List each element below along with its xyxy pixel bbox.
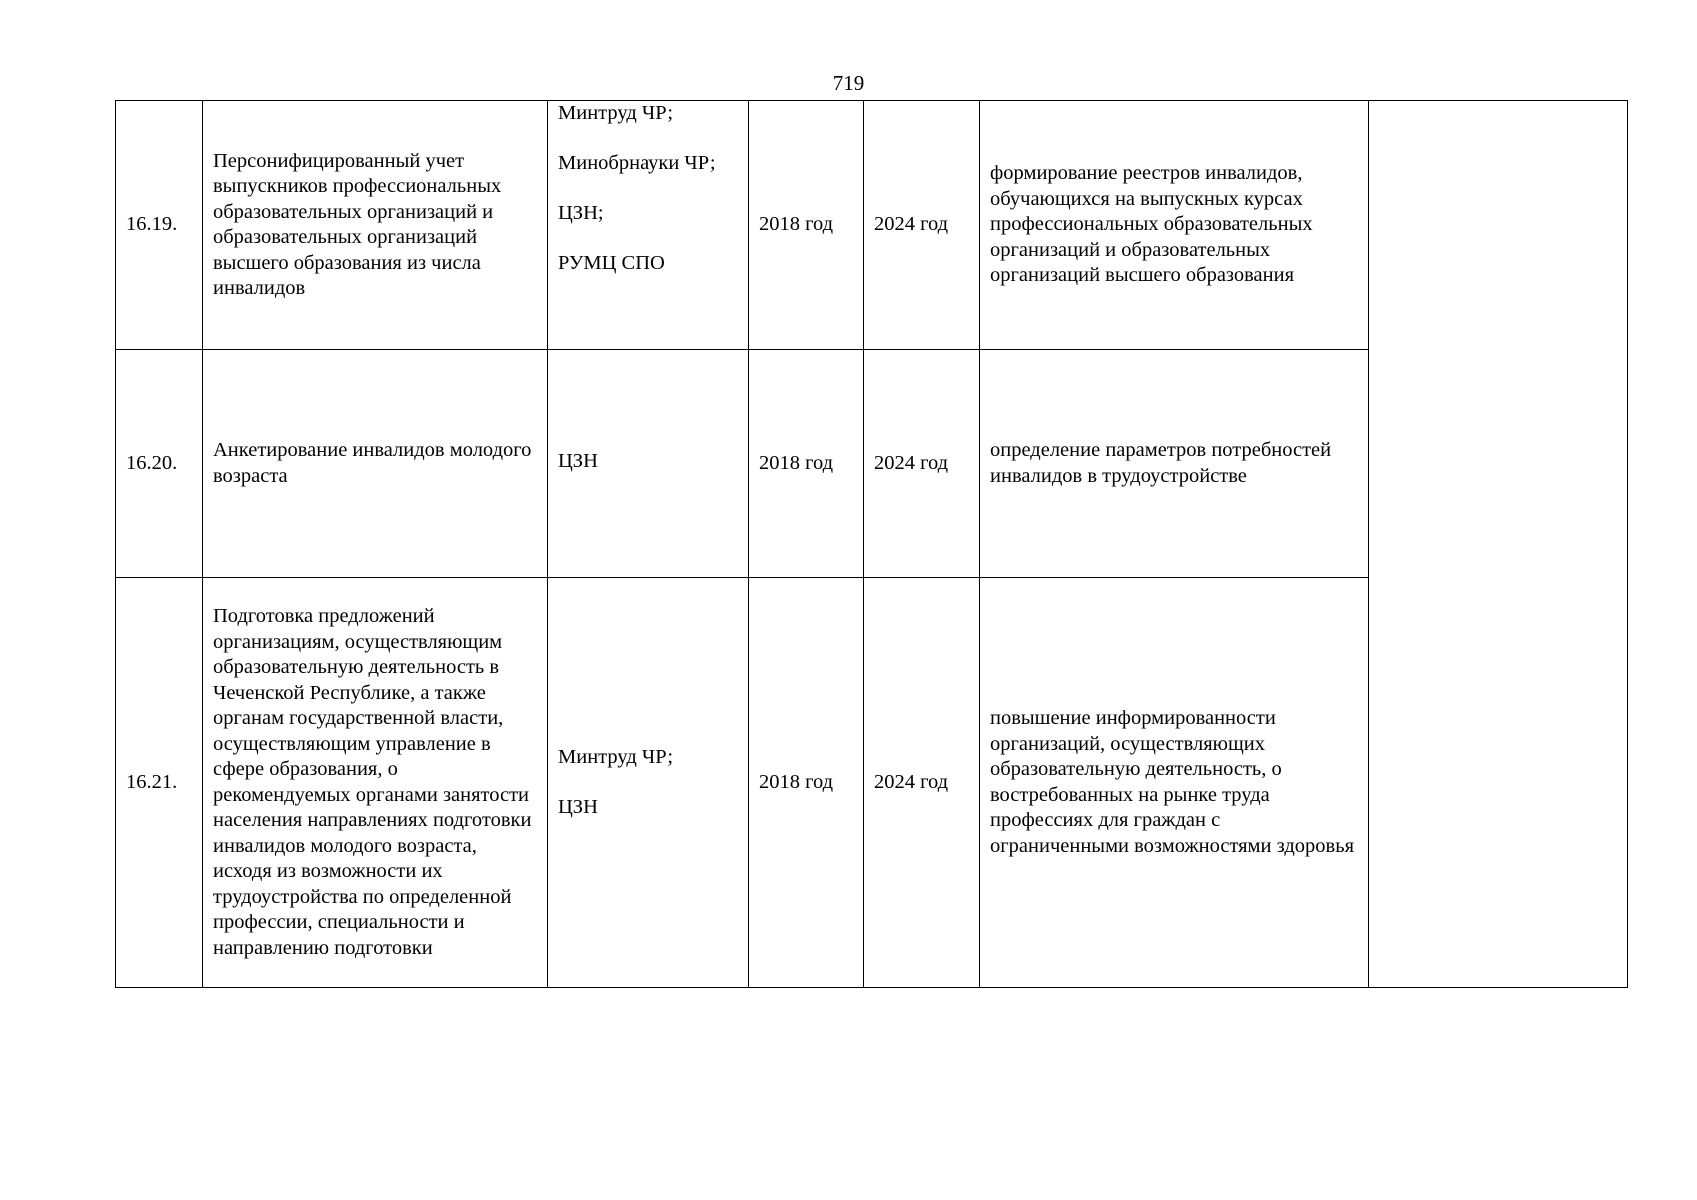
activity-name: Персонифицированный учет выпускников профессиональных образовательных организаций и образовательных организаций высшего образования из числа инвалидов (203, 101, 548, 350)
end-year: 2024 год (864, 350, 980, 578)
expected-result: формирование реестров инвалидов, обучающихся на выпускных курсах профессиональных образовательных организаций и образовательных организаций высшего образования (980, 101, 1369, 350)
end-year: 2024 год (864, 578, 980, 988)
executor: ЦЗН; (558, 202, 604, 224)
row-number: 16.20. (116, 350, 203, 578)
table-row (116, 101, 1628, 350)
start-year: 2018 год (749, 578, 864, 988)
start-year: 2018 год (749, 101, 864, 350)
executors-cell (548, 350, 749, 578)
executors-cell (548, 101, 749, 350)
expected-result: повышение информированности организаций, осуществляющих образовательную деятельность, о востребованных на рынке труда профессиях для граждан с ограниченными возможностями здоровья (980, 578, 1369, 988)
page-number: 719 (832, 71, 865, 95)
activity-name: Подготовка предложений организациям, осуществляющим образовательную деятельность в Чеченской Республике, а также органам государственной власти, осуществляющим управление в сфере образования, о рекомендуемых органами занятости населения направлениях подготовки инвалидов молодого возраста, исходя из возможности их трудоустройства по определенной профессии, специальности и направлению подготовки (203, 578, 548, 988)
start-year: 2018 год (749, 350, 864, 578)
notes-cell (1369, 101, 1628, 988)
row-number: 16.21. (116, 578, 203, 988)
executors-cell (548, 578, 749, 988)
activities-table (115, 100, 1628, 988)
expected-result: определение параметров потребностей инвалидов в трудоустройстве (980, 350, 1369, 578)
executor: Минтруд ЧР; (558, 102, 674, 124)
executor: Минтруд ЧР; (558, 745, 674, 768)
executor: Минобрнауки ЧР; (558, 152, 716, 174)
executor: РУМЦ СПО (558, 252, 665, 274)
activity-name: Анкетирование инвалидов молодого возраста (203, 350, 548, 578)
executor: ЦЗН (558, 449, 598, 472)
executor: ЦЗН (558, 795, 598, 818)
end-year: 2024 год (864, 101, 980, 350)
row-number: 16.19. (116, 101, 203, 350)
